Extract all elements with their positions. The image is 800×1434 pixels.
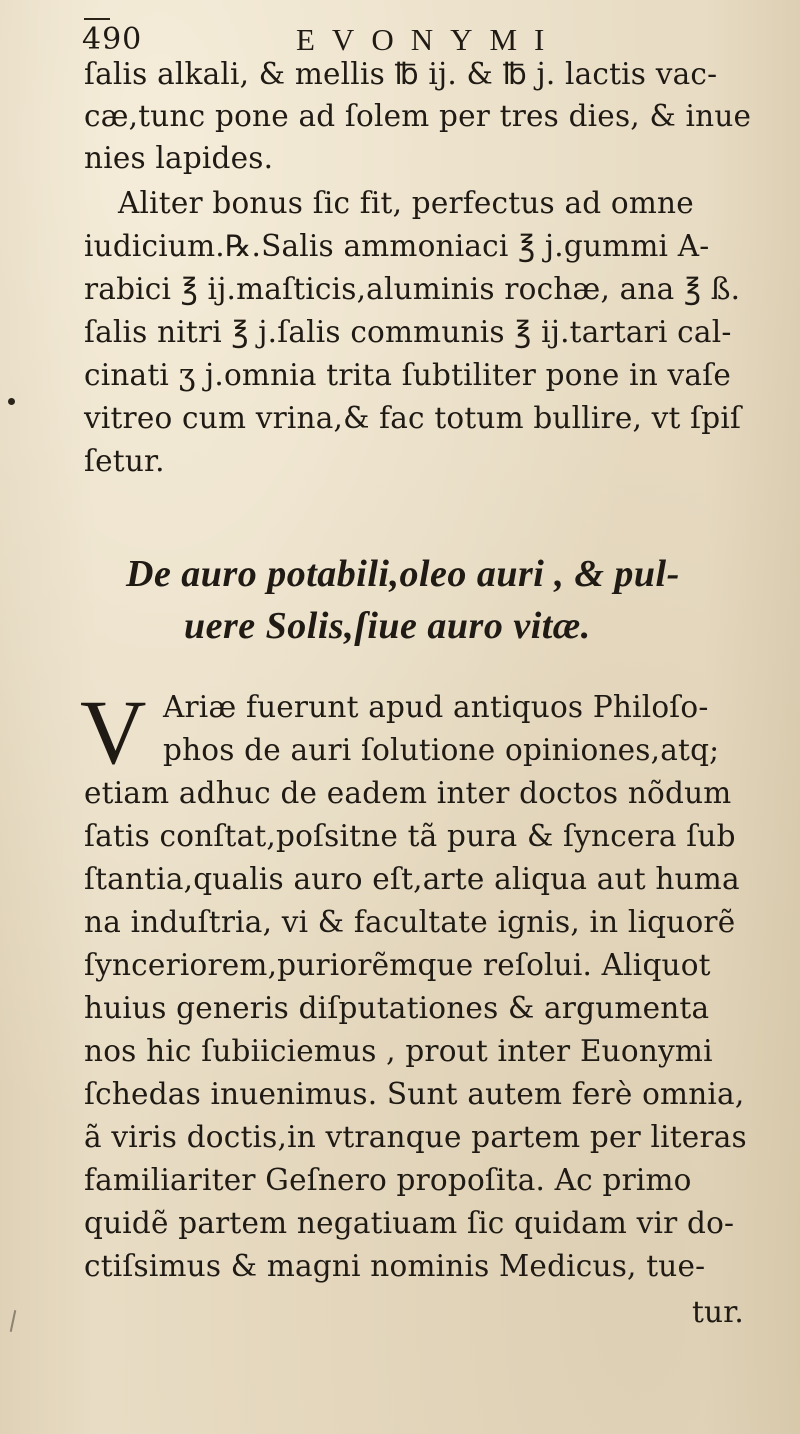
text-line: Aliter bonus ſic fit, perfectus ad omne [118, 186, 694, 220]
text-line: Ariæ fuerunt apud antiquos Philoſo- [163, 690, 709, 724]
text-line: phos de auri ſolutione opiniones,atq; [163, 733, 720, 767]
text-line: ctiſsimus & magni nominis Medicus, tue- [84, 1249, 706, 1283]
drop-cap: V [80, 681, 147, 783]
text-line: familiariter Geſnero propoſita. Ac primo [84, 1163, 692, 1197]
text-line: ſetur. [84, 444, 165, 478]
text-line: cæ,tunc pone ad ſolem per tres dies, & inue [84, 99, 752, 133]
section-heading-line-2: uere Solis,ſiue auro vitæ. [184, 605, 591, 647]
text-line: ſalis alkali, & mellis ℔ ij. & ℔ j. lactis vac- [84, 57, 718, 91]
text-line: na induſtria, vi & facultate ignis, in liquorẽ [84, 905, 736, 939]
text-line: ſtantia,qualis auro eſt,arte aliqua aut huma [84, 862, 740, 896]
section-heading-line-1: De auro potabili,oleo auri , & pul- [126, 553, 680, 595]
margin-ink-mark [10, 1310, 17, 1332]
text-line: cinati ʒ j.omnia trita ſubtiliter pone in vaſe [84, 358, 731, 392]
page-number: 490 [82, 22, 143, 57]
text-line: iudicium.℞.Salis ammoniaci ℥ j.gummi A- [84, 229, 710, 263]
margin-ink-dot [8, 398, 15, 405]
text-line: nies lapides. [84, 141, 274, 175]
text-line: vitreo cum vrina,& fac totum bullire, vt ſpiſ [84, 401, 742, 435]
page-header [82, 18, 742, 62]
text-line: ſatis conſtat,poſsitne tã pura & ſyncera ſub [84, 819, 736, 853]
text-line: ſynceriorem,puriorẽmque reſolui. Aliquot [84, 948, 711, 982]
text-line: tur. [692, 1295, 744, 1329]
text-line: nos hic ſubiiciemus , prout inter Euonymi [84, 1034, 713, 1068]
text-line: etiam adhuc de eadem inter doctos nõdum [84, 776, 732, 810]
text-line: huius generis diſputationes & argumenta [84, 991, 710, 1025]
text-line: ã viris doctis,in vtranque partem per literas [84, 1120, 747, 1154]
text-line: ſchedas inuenimus. Sunt autem ferè omnia, [84, 1077, 745, 1111]
page-number-mark [84, 18, 110, 20]
text-line: quidẽ partem negatiuam ſic quidam vir do- [84, 1206, 735, 1240]
text-line: rabici ℥ ij.maſticis,aluminis rochæ, ana ℥ ß. [84, 272, 741, 306]
running-head: EVONYMI [296, 22, 562, 57]
text-line: ſalis nitri ℥ j.ſalis communis ℥ ij.tartari cal- [84, 315, 732, 349]
